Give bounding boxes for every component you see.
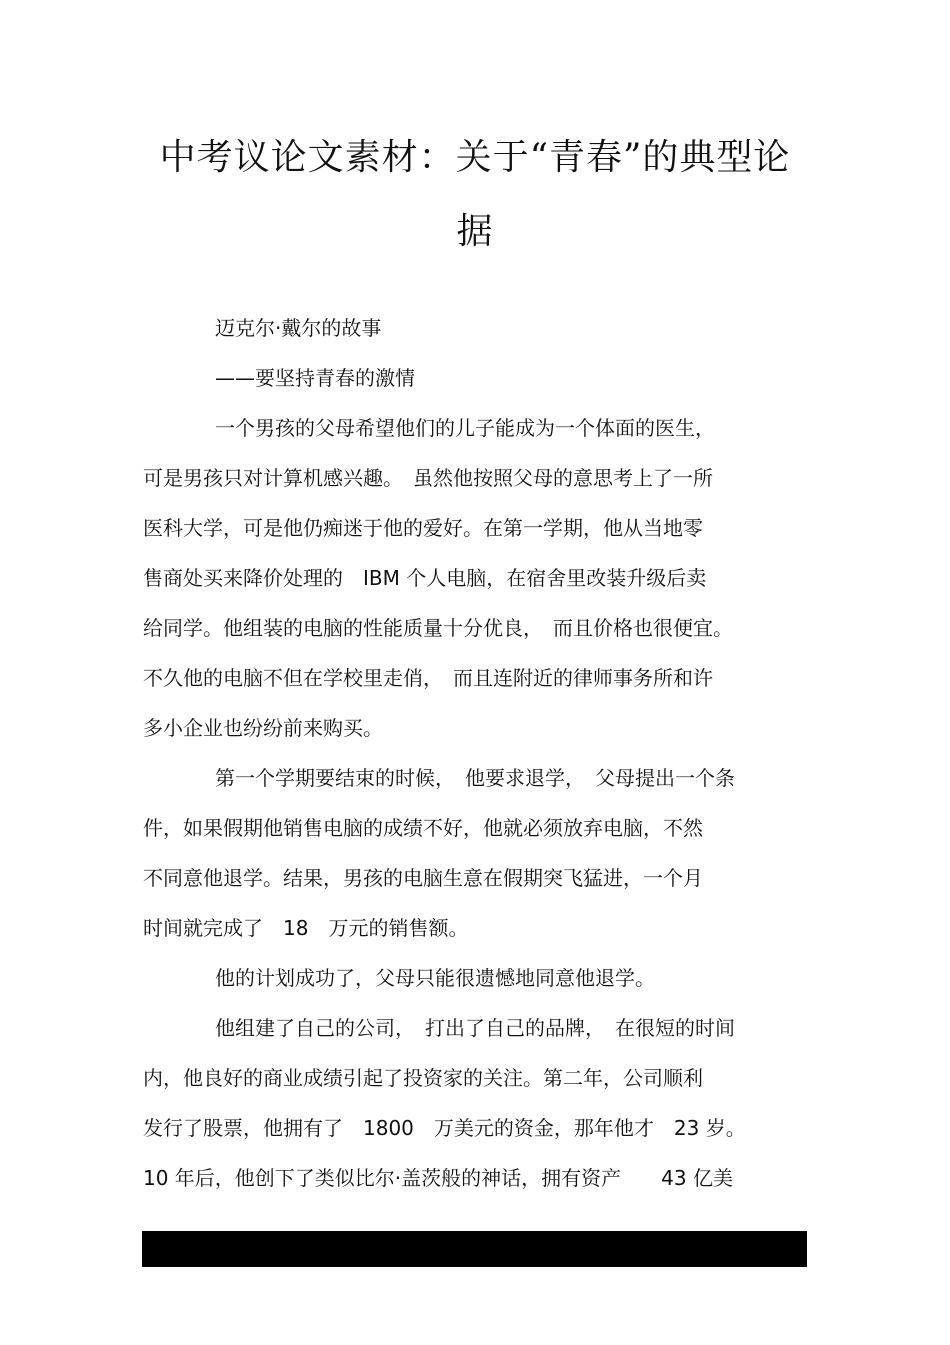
paragraph-line: 不久他的电脑不但在学校里走俏， 而且连附近的律师事务所和许 <box>143 666 713 690</box>
paragraph-line: 10 年后，他创下了类似比尔·盖茨般的神话，拥有资产 43 亿美 <box>143 1166 733 1190</box>
story-subtitle: ——要坚持青春的激情 <box>215 366 415 390</box>
redaction-bar <box>142 1231 807 1267</box>
paragraph-line: 他的计划成功了，父母只能很遗憾地同意他退学。 <box>215 966 655 990</box>
document-title-line-1: 中考议论文素材：关于“青春”的典型论 <box>159 137 791 178</box>
paragraph-line: 医科大学，可是他仍痴迷于他的爱好。在第一学期，他从当地零 <box>143 516 703 540</box>
document-title-line-2: 据 <box>456 211 494 252</box>
paragraph-line: 内，他良好的商业成绩引起了投资家的关注。第二年，公司顺利 <box>143 1066 703 1090</box>
paragraph-line: 第一个学期要结束的时候， 他要求退学， 父母提出一个条 <box>215 766 735 790</box>
story-title: 迈克尔·戴尔的故事 <box>215 316 382 340</box>
paragraph-line: 不同意他退学。结果，男孩的电脑生意在假期突飞猛进，一个月 <box>143 866 703 890</box>
paragraph-line: 发行了股票，他拥有了 1800 万美元的资金，那年他才 23 岁。 <box>143 1116 746 1140</box>
paragraph-line: 售商处买来降价处理的 IBM 个人电脑，在宿舍里改装升级后卖 <box>143 566 707 590</box>
paragraph-line: 可是男孩只对计算机感兴趣。 虽然他按照父母的意思考上了一所 <box>143 466 713 490</box>
paragraph-line: 多小企业也纷纷前来购买。 <box>143 716 383 740</box>
paragraph-line: 时间就完成了 18 万元的销售额。 <box>143 916 469 940</box>
paragraph-line: 一个男孩的父母希望他们的儿子能成为一个体面的医生， <box>215 416 715 440</box>
paragraph-line: 他组建了自己的公司， 打出了自己的品牌， 在很短的时间 <box>215 1016 735 1040</box>
paragraph-line: 件，如果假期他销售电脑的成绩不好，他就必须放弃电脑，不然 <box>143 816 703 840</box>
paragraph-line: 给同学。他组装的电脑的性能质量十分优良， 而且价格也很便宜。 <box>143 616 733 640</box>
